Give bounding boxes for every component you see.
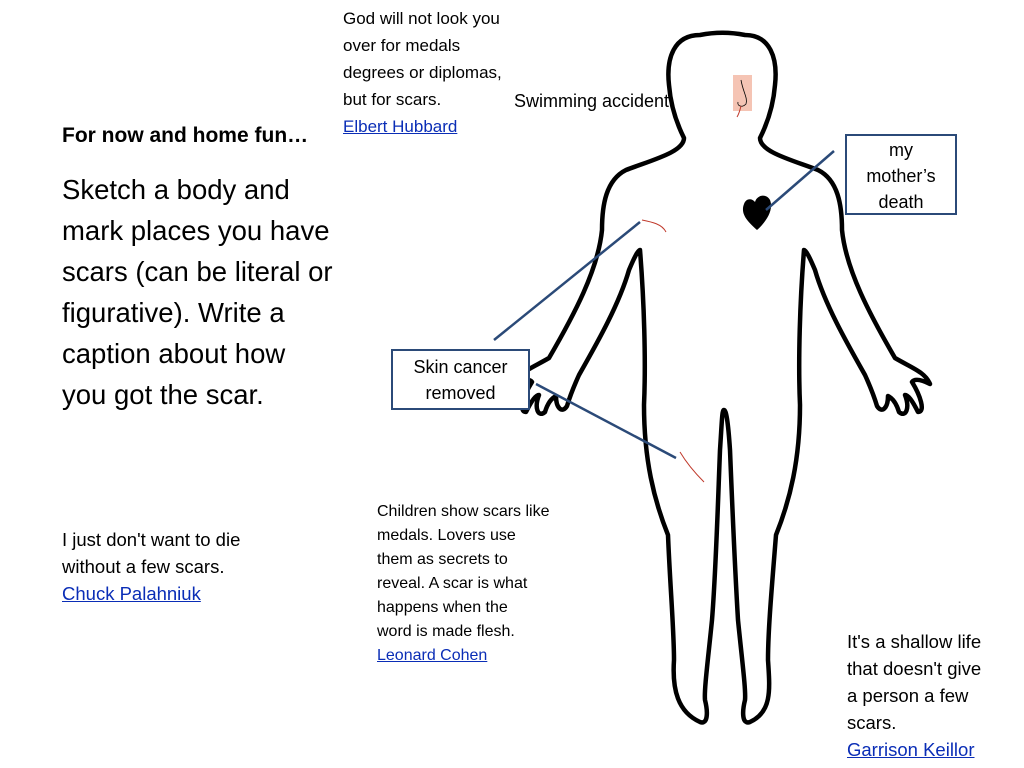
quote-line: without a few scars. [62,556,225,577]
caption-mothers-death [845,134,957,215]
instructions-line: caption about how [62,338,286,369]
quote-line: It's a shallow life [847,631,982,652]
quote-line: that doesn't give [847,658,982,679]
instructions-line: Sketch a body and [62,174,290,205]
quote-line: scars. [847,712,897,733]
quote-line: I just don't want to die [62,529,241,550]
caption-line: removed [425,383,496,403]
quote-line: reveal. A scar is what [377,575,528,592]
author-link-hubbard[interactable]: Elbert Hubbard [343,117,458,136]
quote-line: but for scars. [343,90,442,109]
quote-line: them as secrets to [377,551,508,568]
hip-scar [680,452,704,482]
quote-hubbard [343,5,502,140]
caption-swimming-accident: Swimming accident [514,91,670,111]
quote-palahniuk [62,526,240,607]
quote-line: over for medals [343,36,461,55]
nose-highlight [733,75,752,111]
instructions-line: scars (can be literal or [62,256,333,287]
quote-line: word is made flesh. [377,623,515,640]
quote-keillor [847,628,981,763]
instructions-line: mark places you have [62,215,330,246]
caption-line: death [878,192,924,212]
quote-line: God will not look you [343,9,500,28]
caption-line: mother’s [866,166,936,186]
instructions-line: you got the scar. [62,379,264,410]
caption-line: my [889,140,913,160]
connector-skin-cancer-lower [536,384,676,458]
section-heading: For now and home fun… [62,124,309,147]
quote-line: happens when the [377,599,508,616]
instructions-line: figurative). Write a [62,297,285,328]
shoulder-scar [642,220,666,232]
connector-mother [766,151,834,210]
heart-icon [743,196,771,230]
author-link-palahniuk[interactable]: Chuck Palahniuk [62,583,201,604]
author-link-cohen[interactable]: Leonard Cohen [377,647,488,664]
author-link-keillor[interactable]: Garrison Keillor [847,739,975,760]
quote-line: medals. Lovers use [377,527,516,544]
caption-line: Skin cancer [413,357,508,377]
quote-line: degrees or diplomas, [343,63,502,82]
quote-cohen [377,500,550,668]
caption-skin-cancer [391,349,530,410]
quote-line: a person a few [847,685,969,706]
quote-line: Children show scars like [377,503,550,520]
instructions [62,169,333,415]
